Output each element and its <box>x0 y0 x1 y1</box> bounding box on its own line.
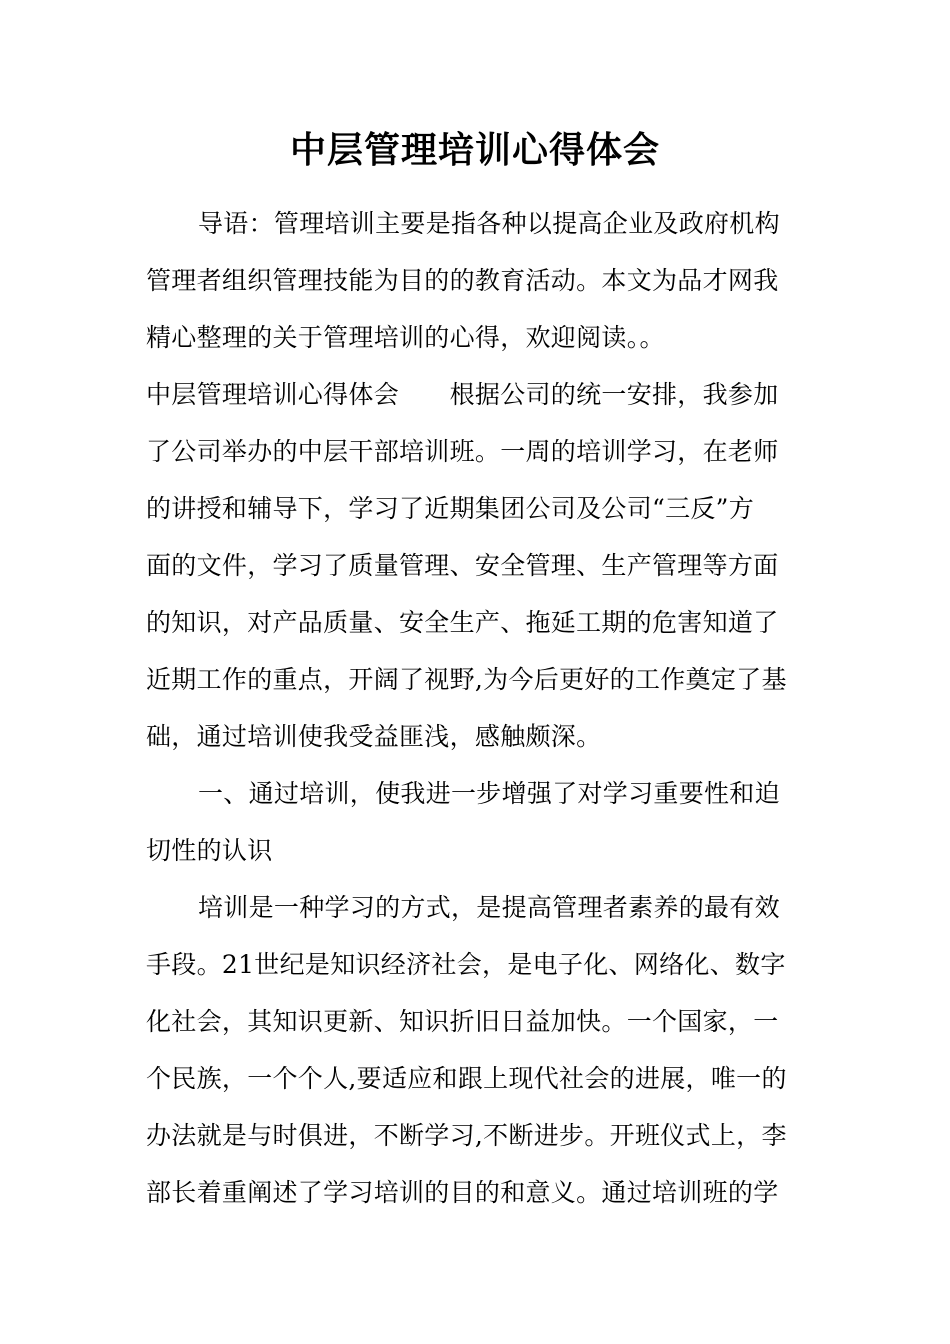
paragraph-line: 的知识，对产品质量、安全生产、拖延工期的危害知道了 <box>146 608 779 637</box>
paragraph-line: 近期工作的重点，开阔了视野,为今后更好的工作奠定了基 <box>146 665 787 694</box>
paragraph-line: 培训是一种学习的方式，是提高管理者素养的最有效 <box>198 893 780 922</box>
paragraph-line: 了公司举办的中层干部培训班。一周的培训学习，在老师 <box>146 437 779 466</box>
section-heading-line: 一、通过培训，使我进一步增强了对学习重要性和迫 <box>198 779 780 808</box>
paragraph-line: 的讲授和辅导下，学习了近期集团公司及公司“三反”方 <box>146 494 755 523</box>
document-title: 中层管理培训心得体会 <box>289 130 660 171</box>
paragraph-line: 化社会，其知识更新、知识折旧日益加快。一个国家，一 <box>146 1007 779 1036</box>
paragraph-line: 导语：管理培训主要是指各种以提高企业及政府机构 <box>198 209 780 238</box>
paragraph-line: 部长着重阐述了学习培训的目的和意义。通过培训班的学 <box>146 1178 779 1207</box>
paragraph-line: 管理者组织管理技能为目的的教育活动。本文为品才网我 <box>146 266 779 295</box>
paragraph-line: 办法就是与时俱进，不断学习,不断进步。开班仪式上，李 <box>146 1121 787 1150</box>
paragraph-line: 础，通过培训使我受益匪浅，感触颇深。 <box>146 722 602 751</box>
paragraph-line: 手段。21世纪是知识经济社会，是电子化、网络化、数字 <box>146 950 786 979</box>
paragraph-line: 精心整理的关于管理培训的心得，欢迎阅读。。 <box>146 323 665 352</box>
paragraph-line: 中层管理培训心得体会 根据公司的统一安排，我参加 <box>146 380 779 409</box>
paragraph-line: 个民族，一个个人,要适应和跟上现代社会的进展，唯一的 <box>146 1064 787 1093</box>
section-heading-line: 切性的认识 <box>146 836 273 865</box>
paragraph-line: 面的文件，学习了质量管理、安全管理、生产管理等方面 <box>146 551 779 580</box>
